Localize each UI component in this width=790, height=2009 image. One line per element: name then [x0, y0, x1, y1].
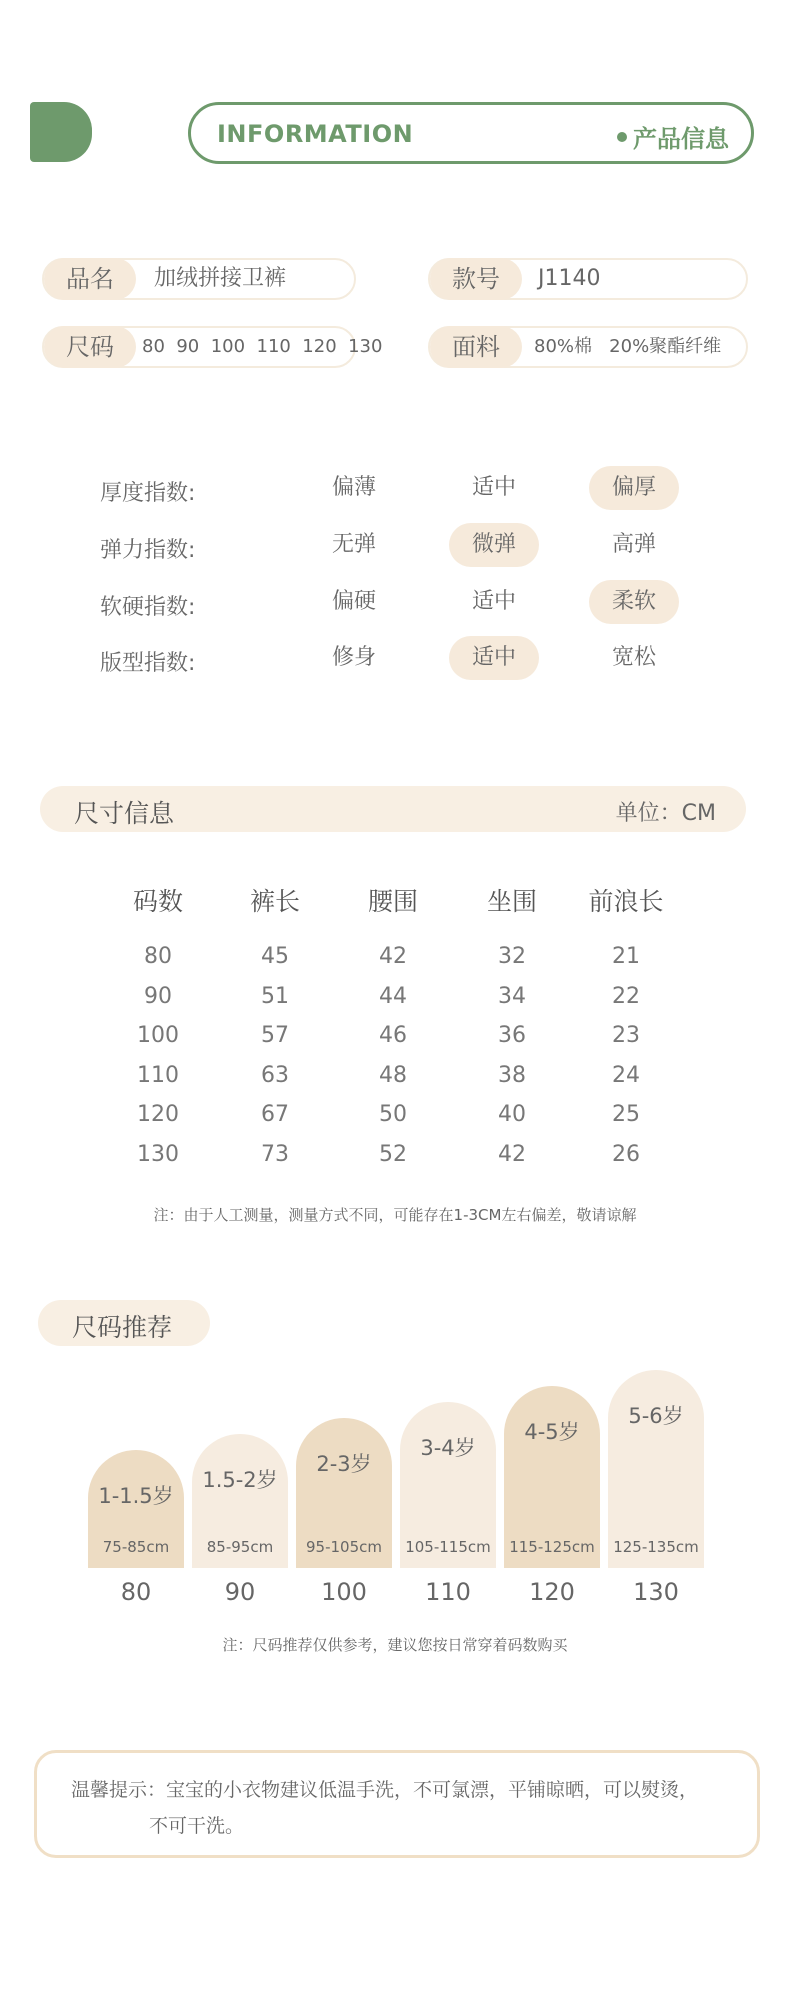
size-rec-size: 120 [529, 1578, 575, 1606]
size-rec-arch [296, 1418, 392, 1568]
table-cell: 67 [261, 1102, 289, 1127]
size-rec-arch [400, 1402, 496, 1568]
dot-icon [617, 132, 627, 142]
care-tip-box [34, 1750, 760, 1858]
table-cell: 42 [498, 1141, 526, 1167]
size-rec-range: 75-85cm [102, 1538, 170, 1556]
index-label: 弹力指数: [100, 538, 196, 563]
table-cell: 26 [612, 1141, 640, 1167]
logo-block-green [30, 102, 92, 162]
information-bar [188, 102, 754, 164]
index-option: 微弹 [449, 523, 539, 567]
table-cell: 57 [261, 1023, 289, 1048]
size-rec-range: 125-135cm [613, 1538, 699, 1556]
table-cell: 80 [144, 944, 172, 969]
table-cell: 38 [498, 1062, 526, 1088]
table-cell: 46 [379, 1023, 407, 1048]
table-cell: 32 [498, 944, 526, 969]
index-option: 适中 [471, 475, 516, 500]
field-value: 加绒拼接卫裤 [154, 266, 287, 291]
care-tip-line-1: 温馨提示：宝宝的小衣物建议低温手洗，不可氯漂，平铺晾晒，可以熨烫， [71, 1779, 699, 1801]
index-option: 偏硬 [331, 589, 376, 614]
size-rec-age: 1-1.5岁 [98, 1484, 174, 1508]
size-rec-size: 80 [120, 1578, 152, 1606]
size-rec-age: 2-3岁 [316, 1452, 372, 1476]
field-sizes [42, 326, 383, 368]
table-cell: 25 [612, 1102, 640, 1127]
size-rec-range: 95-105cm [306, 1538, 382, 1556]
index-option: 适中 [449, 636, 539, 680]
table-header: 坐围 [486, 887, 537, 916]
size-rec-range: 85-95cm [206, 1538, 274, 1556]
field-style-number [428, 258, 748, 300]
size-rec-size: 110 [425, 1578, 471, 1606]
size-rec-age: 5-6岁 [628, 1404, 684, 1428]
index-option: 修身 [331, 645, 376, 670]
index-option: 高弹 [611, 532, 656, 557]
field-value: 80 90 100 110 120 130 [142, 336, 383, 357]
size-rec-age: 4-5岁 [524, 1420, 580, 1444]
size-rec-arch [608, 1370, 704, 1568]
table-cell: 73 [261, 1141, 289, 1167]
size-rec-range: 115-125cm [509, 1538, 595, 1556]
index-option: 偏厚 [589, 466, 679, 510]
table-cell: 110 [137, 1062, 179, 1088]
table-cell: 45 [261, 944, 289, 969]
size-note: 注：由于人工测量，测量方式不同，可能存在1-3CM左右偏差，敬请谅解 [153, 1206, 637, 1224]
table-cell: 21 [612, 944, 640, 969]
information-title: INFORMATION [217, 120, 414, 148]
size-rec-note: 注：尺码推荐仅供参考，建议您按日常穿着码数购买 [222, 1636, 568, 1654]
size-info-title: 尺寸信息 [74, 799, 175, 828]
table-cell: 40 [498, 1102, 526, 1127]
index-row [0, 636, 790, 680]
size-rec-size: 100 [321, 1578, 367, 1606]
size-rec-size: 90 [224, 1578, 256, 1606]
table-cell: 52 [379, 1141, 407, 1167]
index-row [0, 580, 790, 624]
size-info-unit: 单位：CM [615, 801, 716, 826]
index-label: 软硬指数: [100, 595, 196, 620]
table-cell: 51 [261, 983, 289, 1009]
table-cell: 24 [612, 1062, 640, 1088]
size-rec-size: 130 [633, 1578, 679, 1606]
size-rec-chart [0, 1350, 790, 1568]
table-cell: 42 [379, 944, 407, 969]
care-tip-line-2: 不可干洗。 [149, 1815, 245, 1837]
logo-block-blue [126, 102, 178, 162]
field-label: 尺码 [44, 326, 136, 368]
size-rec-arch [504, 1386, 600, 1568]
table-header: 前浪长 [588, 887, 664, 916]
logo-block-yellow [100, 102, 156, 162]
table-header: 腰围 [367, 887, 418, 916]
table-cell: 22 [612, 983, 640, 1009]
size-rec-arch [192, 1434, 288, 1568]
table-cell: 34 [498, 983, 526, 1009]
size-rec-bar [38, 1300, 210, 1346]
product-info-title: 产品信息 [617, 119, 729, 154]
field-value: 80%棉 20%聚酯纤维 [534, 336, 722, 357]
table-cell: 44 [379, 983, 407, 1009]
index-option: 宽松 [611, 645, 656, 670]
index-row [0, 523, 790, 567]
size-rec-range: 105-115cm [405, 1538, 491, 1556]
index-row [0, 466, 790, 510]
table-header: 码数 [132, 887, 183, 916]
size-rec-age: 1.5-2岁 [202, 1468, 278, 1492]
field-label: 款号 [430, 258, 522, 300]
table-cell: 63 [261, 1062, 289, 1088]
index-option: 无弹 [331, 532, 376, 557]
field-label: 面料 [430, 326, 522, 368]
index-option: 偏薄 [331, 475, 376, 500]
field-label: 品名 [44, 258, 136, 300]
field-fabric [428, 326, 748, 368]
field-value: J1140 [538, 266, 601, 291]
index-option: 柔软 [589, 580, 679, 624]
table-cell: 90 [144, 983, 172, 1009]
size-rec-age: 3-4岁 [420, 1436, 476, 1460]
table-cell: 23 [612, 1023, 640, 1048]
index-label: 厚度指数: [100, 481, 196, 506]
brand-logo [30, 102, 178, 162]
table-header: 裤长 [249, 887, 300, 916]
table-cell: 100 [137, 1023, 179, 1048]
table-cell: 120 [137, 1102, 179, 1127]
table-cell: 50 [379, 1102, 407, 1127]
field-product-name [42, 258, 356, 300]
table-cell: 130 [137, 1141, 179, 1167]
index-label: 版型指数: [100, 651, 196, 676]
table-cell: 36 [498, 1023, 526, 1048]
table-cell: 48 [379, 1062, 407, 1088]
index-option: 适中 [471, 589, 516, 614]
size-info-bar [40, 786, 746, 832]
size-rec-title: 尺码推荐 [72, 1313, 173, 1342]
size-rec-arch [88, 1450, 184, 1568]
